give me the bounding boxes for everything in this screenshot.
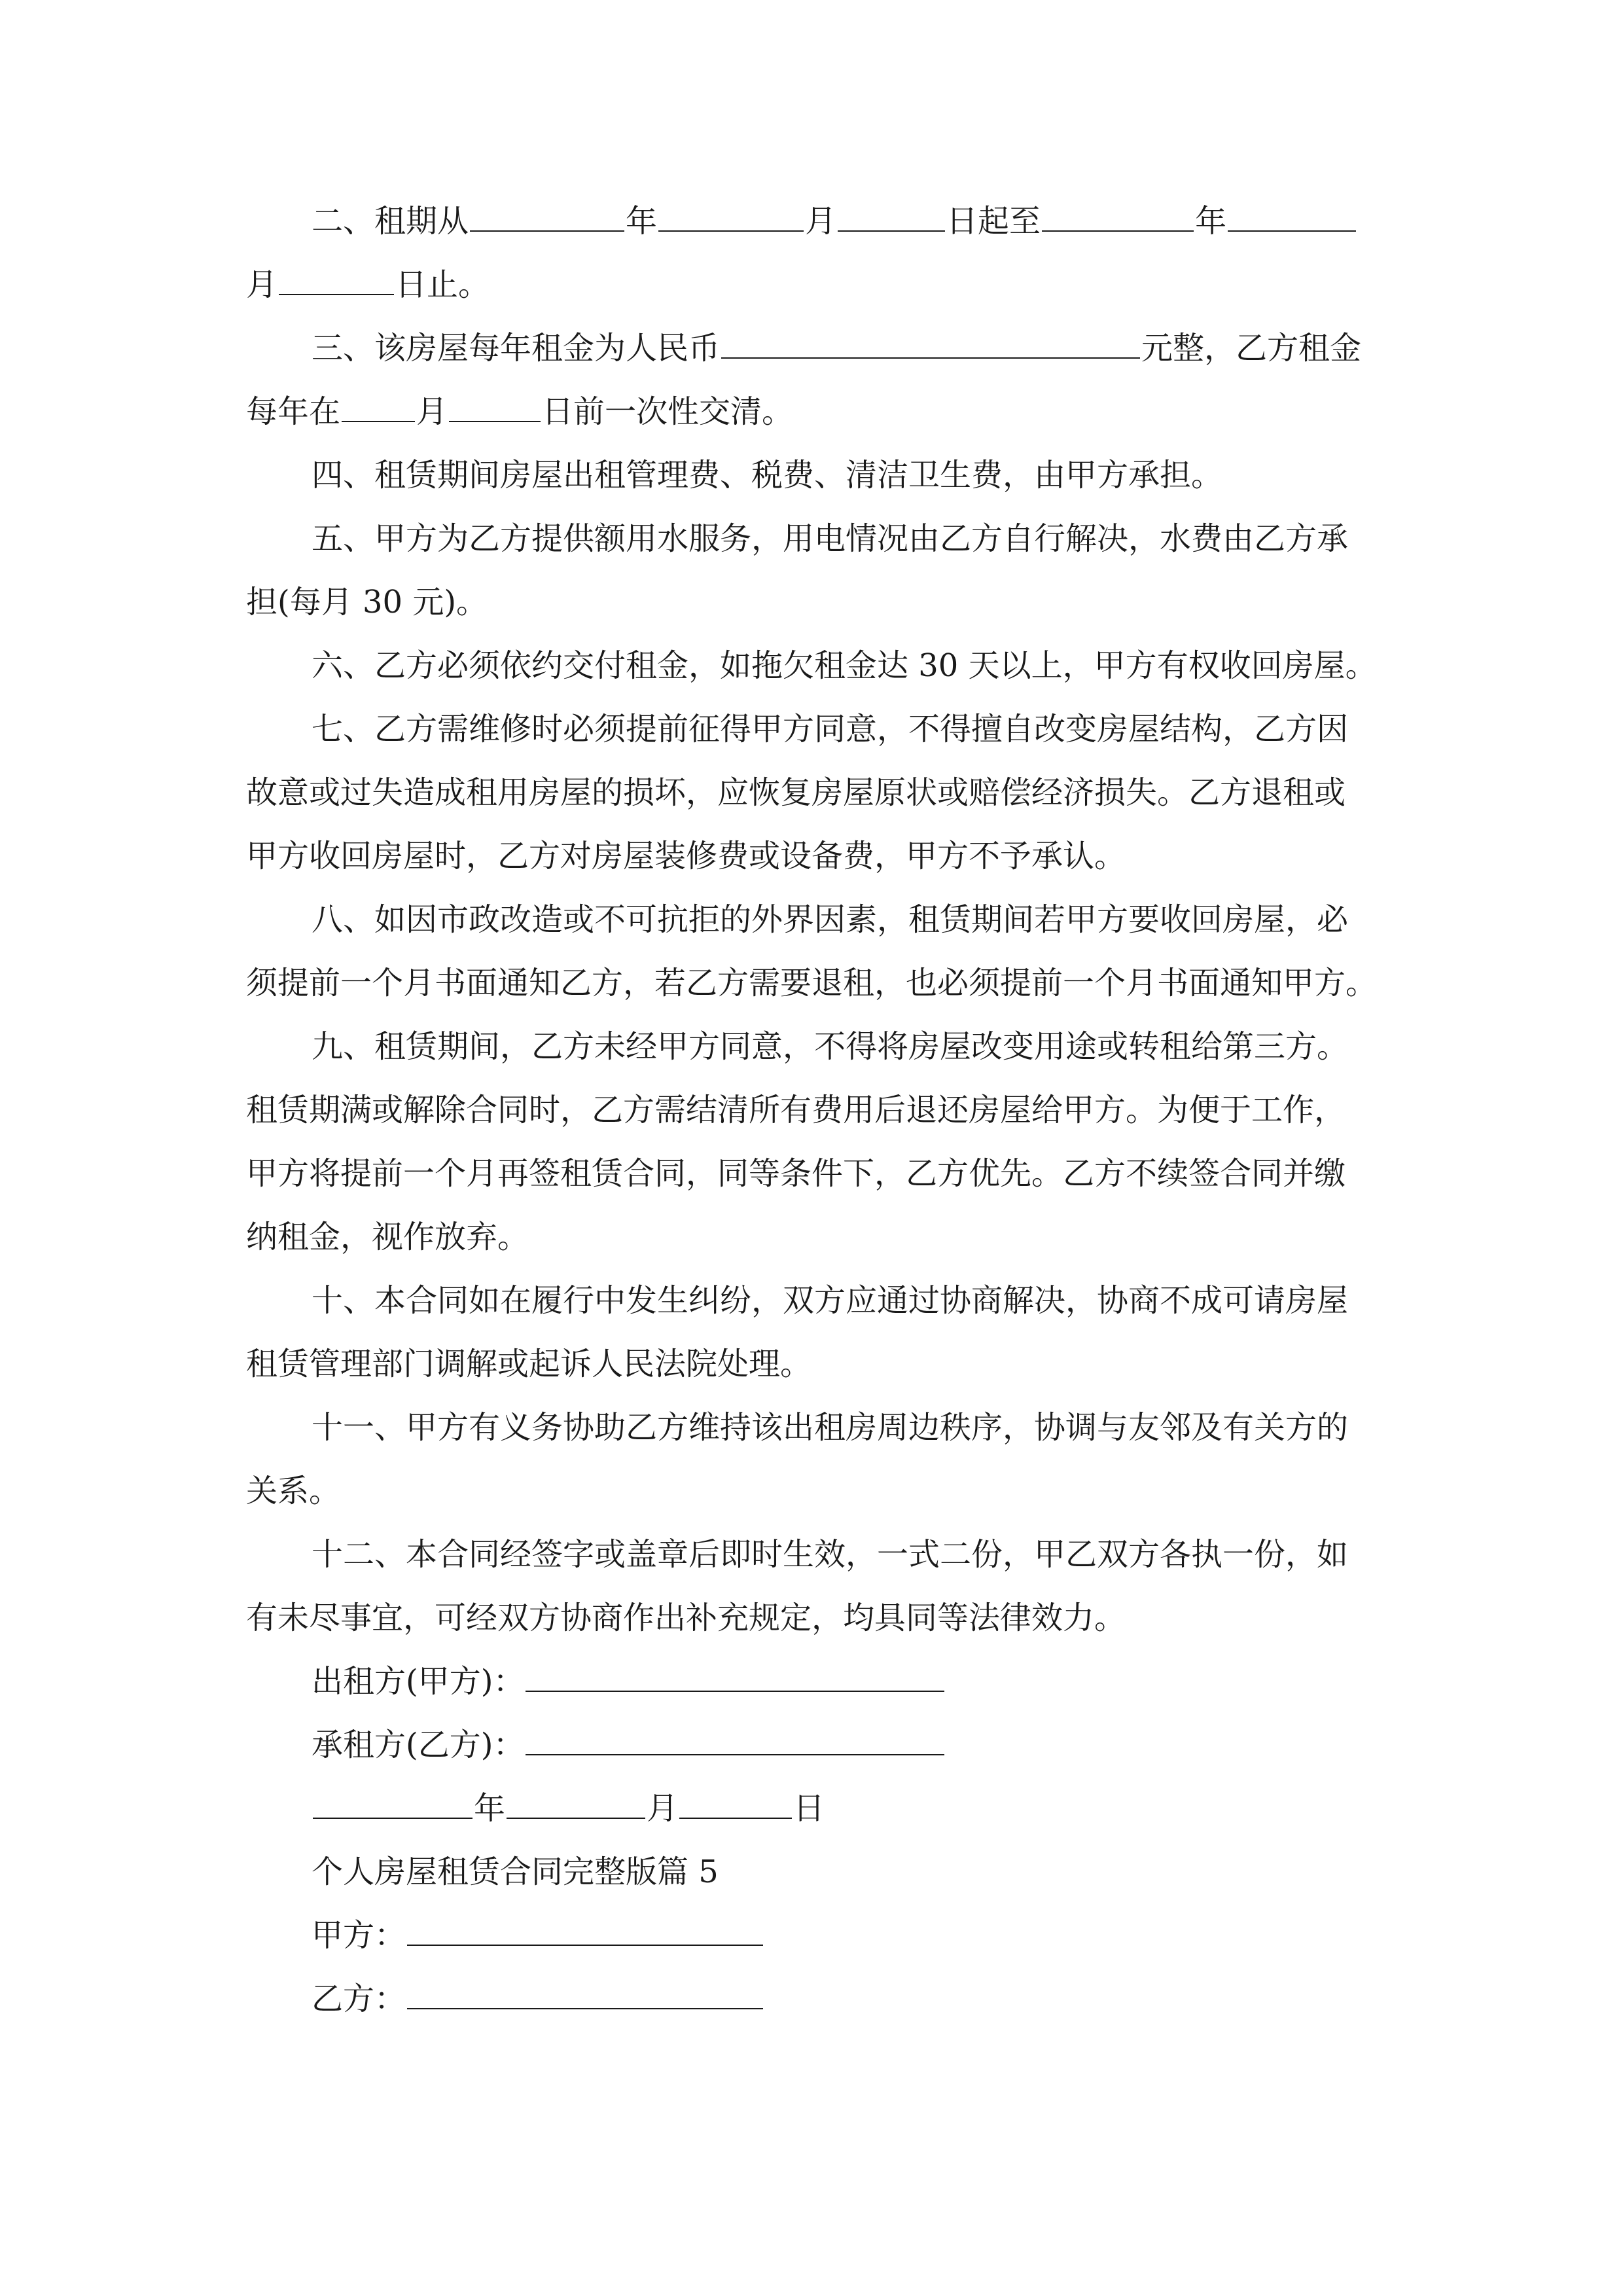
start-year-blank[interactable] [470,202,624,232]
sign-month-blank[interactable] [507,1789,645,1819]
contract-page [246,190,1385,2031]
start-day-blank[interactable] [838,202,945,232]
clause-2-line-1: 二、租期从 年 月 日起至 年 [246,190,1385,253]
clause-6: 六、乙方必须依约交付租金，如拖欠租金达 30 天以上，甲方有权收回房屋。 [312,647,1377,684]
clause-10-line-2: 租赁管理部门调解或起诉人民法院处理。 [246,1346,812,1382]
clause-11-line-2: 关系。 [246,1473,341,1509]
clause-11-line-1: 十一、甲方有义务协助乙方维持该出租房周边秩序，协调与友邻及有关方的 [312,1409,1349,1446]
clause-9-line-2: 租赁期满或解除合同时，乙方需结清所有费用后退还房屋给甲方。为便于工作， [246,1092,1346,1128]
end-month-blank[interactable] [1228,202,1356,232]
clause-8-line-1: 八、如因市政改造或不可抗拒的外界因素，租赁期间若甲方要收回房屋，必 [312,901,1349,938]
clause-3-line-1: 三、该房屋每年租金为人民币 元整，乙方租金 [312,330,1362,367]
section-title: 个人房屋租赁合同完整版篇 5 [312,1854,719,1890]
clause-7-line-3: 甲方收回房屋时，乙方对房屋装修费或设备费，甲方不予承认。 [246,838,1126,874]
sign-day-blank[interactable] [679,1789,792,1819]
sign-year-blank[interactable] [313,1789,473,1819]
clause-10-line-1: 十、本合同如在履行中发生纠纷，双方应通过协商解决，协商不成可请房屋 [312,1282,1349,1319]
end-year-blank[interactable] [1042,202,1194,232]
party-b-blank[interactable] [407,1979,763,2009]
party-a-line: 甲方： [246,1904,1385,1967]
party-a-blank[interactable] [407,1916,763,1946]
clause-8-line-2: 须提前一个月书面通知乙方，若乙方需要退租，也必须提前一个月书面通知甲方。 [246,965,1378,1001]
clause-12-line-2: 有未尽事宜，可经双方协商作出补充规定，均具同等法律效力。 [246,1600,1126,1636]
signature-date: 年 月 日 [246,1777,1385,1840]
lessor-signature-blank[interactable] [526,1662,944,1692]
clause-5-line-1: 五、甲方为乙方提供额用水服务，用电情况由乙方自行解决，水费由乙方承 [312,520,1349,557]
clause-2-line-2: 月 日止。 [246,266,490,303]
annual-rent-blank[interactable] [721,329,1140,359]
lessee-signature: 承租方(乙方)： [246,1713,1385,1777]
payment-day-blank[interactable] [449,392,541,422]
clause-7-line-1: 七、乙方需维修时必须提前征得甲方同意，不得擅自改变房屋结构，乙方因 [312,711,1349,747]
payment-month-blank[interactable] [342,392,415,422]
clause-9-line-3: 甲方将提前一个月再签租赁合同，同等条件下，乙方优先。乙方不续签合同并缴 [246,1155,1346,1192]
clause-3-line-2: 每年在 月 日前一次性交清。 [246,393,794,430]
start-month-blank[interactable] [658,202,804,232]
clause-12-line-1: 十二、本合同经签字或盖章后即时生效，一式二份，甲乙双方各执一份，如 [312,1536,1349,1573]
lessee-signature-blank[interactable] [526,1725,944,1755]
party-b-line: 乙方： [246,1967,1385,2031]
clause-9-line-1: 九、租赁期间，乙方未经甲方同意，不得将房屋改变用途或转租给第三方。 [312,1028,1349,1065]
lessor-signature: 出租方(甲方)： [246,1650,1385,1713]
clause-4: 四、租赁期间房屋出租管理费、税费、清洁卫生费，由甲方承担。 [312,457,1223,493]
clause-9-line-4: 纳租金，视作放弃。 [246,1219,529,1255]
end-day-blank[interactable] [279,265,394,295]
clause-5-line-2: 担(每月 30 元)。 [246,584,488,620]
clause-7-line-2: 故意或过失造成租用房屋的损坏，应恢复房屋原状或赔偿经济损失。乙方退租或 [246,774,1346,811]
